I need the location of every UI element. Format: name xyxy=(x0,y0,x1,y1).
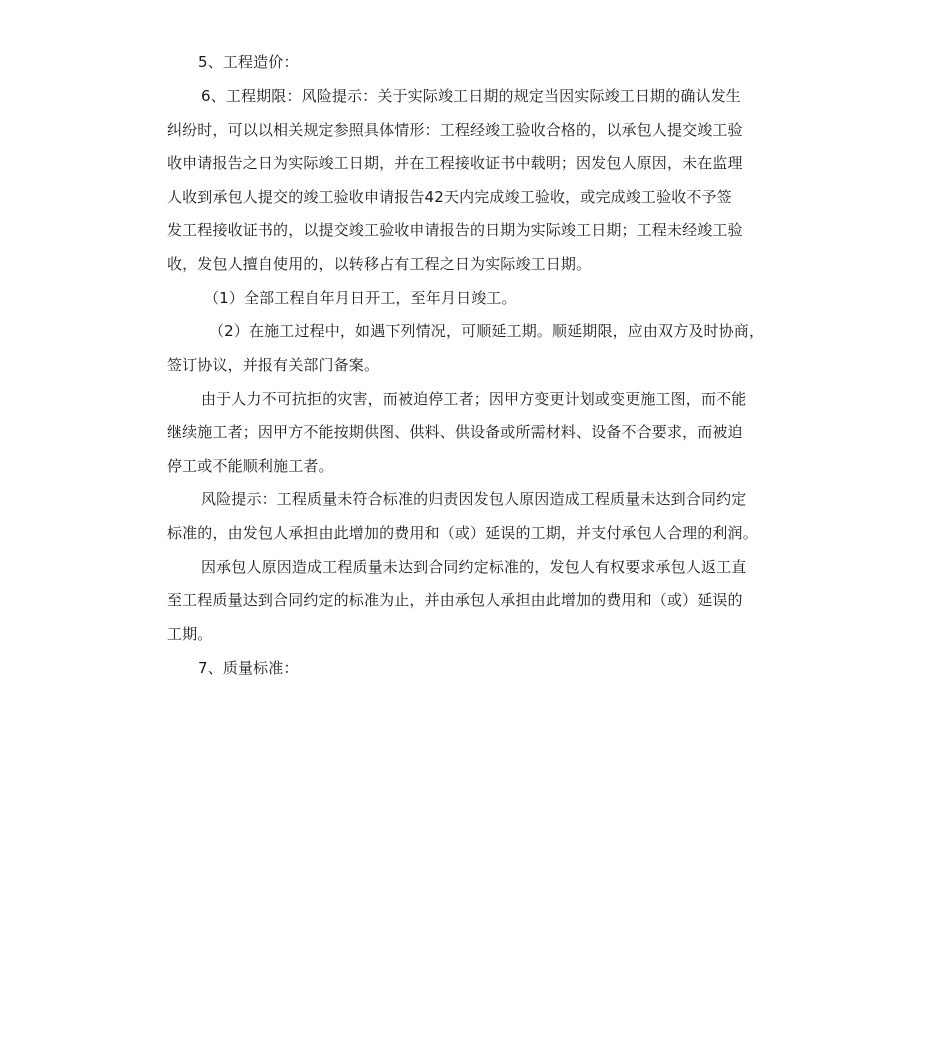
section-6-paragraph-line-2: 纠纷时，可以以相关规定参照具体情形：工程经竣工验收合格的，以承包人提交竣工验 xyxy=(167,121,743,139)
item-1-line: （1）全部工程自年月日开工，至年月日竣工。 xyxy=(204,289,517,307)
conditions-paragraph-line-3: 停工或不能顺利施工者。 xyxy=(167,457,334,475)
section-6-paragraph-line-5: 发工程接收证书的，以提交竣工验收申请报告的日期为实际竣工日期；工程未经竣工验 xyxy=(167,221,743,239)
section-6-paragraph-line-6: 收，发包人擅自使用的，以转移占有工程之日为实际竣工日期。 xyxy=(167,255,592,273)
conditions-paragraph-line-2: 继续施工者；因甲方不能按期供图、供料、供设备或所需材料、设备不合要求，而被迫 xyxy=(167,423,743,441)
section-6-paragraph-line-4: 人收到承包人提交的竣工验收申请报告42天内完成竣工验收，或完成竣工验收不予签 xyxy=(167,188,732,206)
conditions-paragraph-line-1: 由于人力不可抗拒的灾害，而被迫停工者；因甲方变更计划或变更施工图，而不能 xyxy=(201,390,747,408)
item-2-line-2: 签订协议，并报有关部门备案。 xyxy=(167,356,380,374)
item-2-line-1: （2）在施工过程中，如遇下列情况，可顺延工期。顺延期限，应由双方及时协商， xyxy=(209,322,765,340)
section-5-heading: 5、工程造价： xyxy=(198,53,299,71)
section-6-paragraph-line-3: 收申请报告之日为实际竣工日期，并在工程接收证书中载明；因发包人原因，未在监理 xyxy=(167,154,743,172)
risk-note-line-1: 风险提示：工程质量未符合标准的归责因发包人原因造成工程质量未达到合同约定 xyxy=(201,490,747,508)
section-6-paragraph-line-1: 6、工程期限：风险提示：关于实际竣工日期的规定当因实际竣工日期的确认发生 xyxy=(201,87,741,105)
contractor-paragraph-line-1: 因承包人原因造成工程质量未达到合同约定标准的，发包人有权要求承包人返工直 xyxy=(201,558,747,576)
contractor-paragraph-line-3: 工期。 xyxy=(167,625,213,643)
section-7-heading: 7、质量标准： xyxy=(198,659,299,677)
risk-note-line-2: 标准的，由发包人承担由此增加的费用和（或）延误的工期，并支付承包人合理的利润。 xyxy=(167,524,758,542)
contractor-paragraph-line-2: 至工程质量达到合同约定的标准为止，并由承包人承担由此增加的费用和（或）延误的 xyxy=(167,591,743,609)
